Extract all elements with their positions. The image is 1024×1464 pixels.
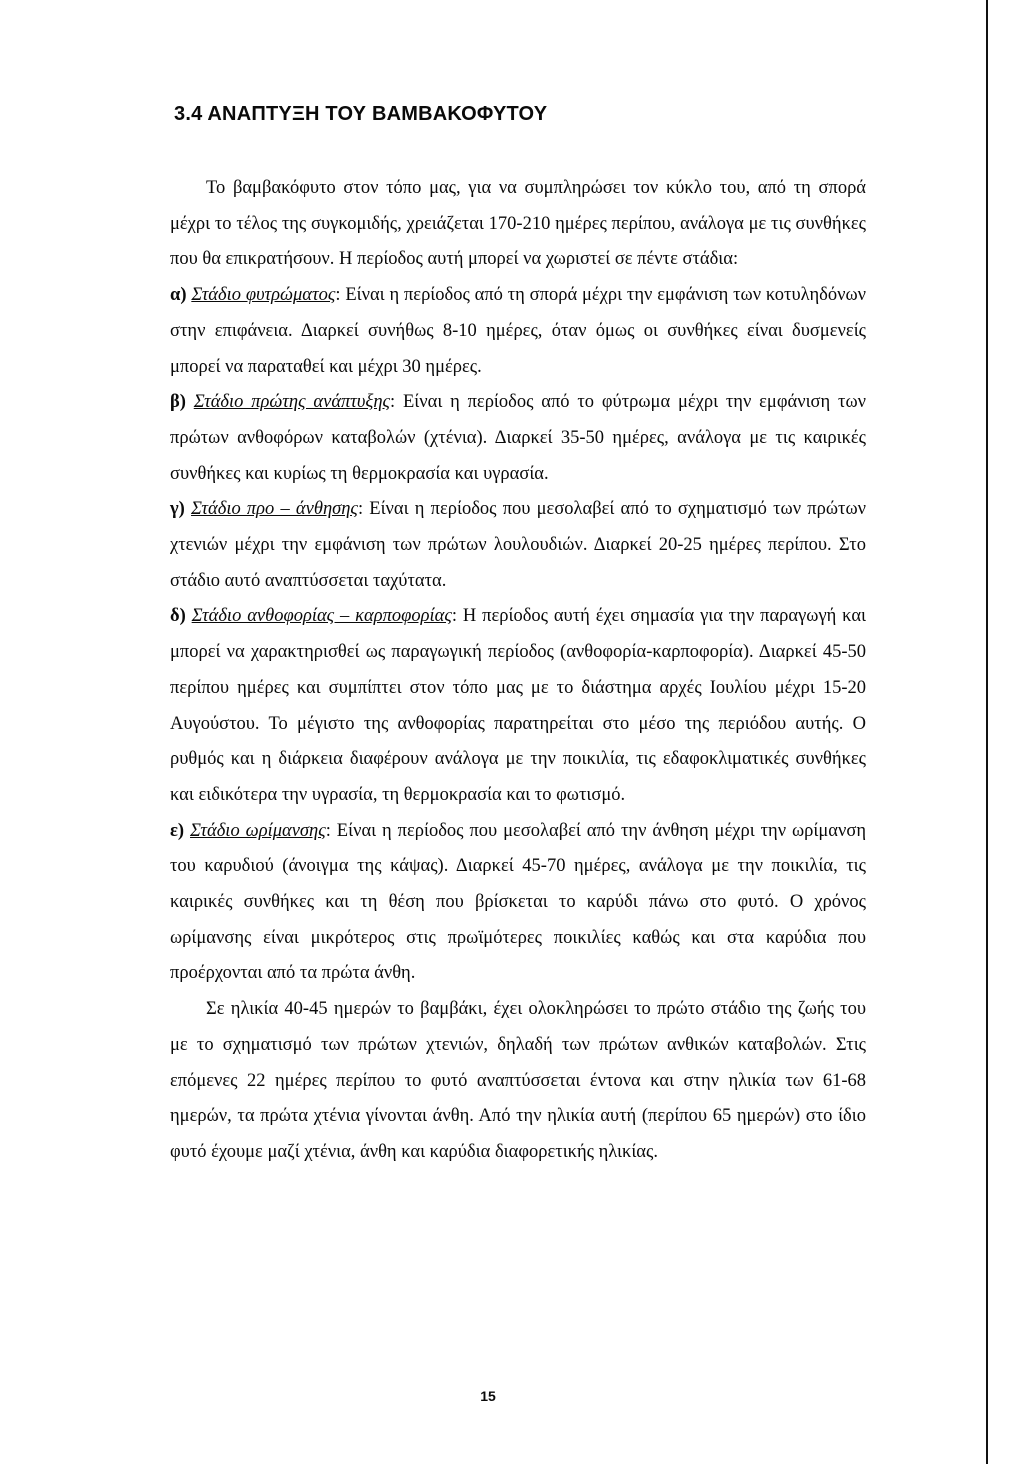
stage-paragraph-e (170, 814, 866, 993)
stage-text: : Είναι η περίοδος που μεσολαβεί από την άνθηση μέχρι την ωρίμανση του καρυδιού (άνοιγμα της κάψας). Διαρκεί 45-70 ημέρες, ανάλογα με την ποικιλία, τις καιρικές συνθήκες και τη θέση που βρίσκεται το καρύδι πάνω στο φυτό. Ο χρόνος ωρίμανσης είναι μικρότερος στις πρωϊμότερες ποικιλίες καθώς και στα καρύδια που προέρχονται από τα πρώτα άνθη. (170, 820, 867, 984)
stage-paragraph-a (170, 278, 866, 385)
stage-text: : Είναι η περίοδος που μεσολαβεί από το σχηματισμό των πρώτων χτενιών μέχρι την εμφάνιση των πρώτων λουλουδιών. Διαρκεί 20-25 ημέρες περίπου. Στο στάδιο αυτό αναπτύσσεται ταχύτατα. (170, 499, 867, 591)
stage-letter: ε) (170, 820, 185, 841)
stage-letter: δ) (170, 606, 186, 627)
stage-text: : Είναι η περίοδος από το φύτρωμα μέχρι την εμφάνιση των πρώτων ανθοφόρων καταβολών (χτένια). Διαρκεί 35-50 ημέρες, ανάλογα με τις καιρικές συνθήκες και κυρίως τη θερμοκρασία και υγρασία. (170, 392, 866, 484)
closing-paragraph: Σε ηλικία 40-45 ημερών το βαμβάκι, έχει ολοκληρώσει το πρώτο στάδιο της ζωής του με το σχηματισμό των πρώτων χτενιών, δηλαδή των πρώτων ανθικών καταβολών. Στις επόμενες 22 ημέρες περίπου το φυτό αναπτύσσεται έντονα και στην ηλικία των 61-68 ημερών, τα πρώτα χτένια γίνονται άνθη. Από την ηλικία αυτή (περίπου 65 ημερών) στο ίδιο φυτό έχουμε μαζί χτένια, άνθη και καρύδια διαφορετικής ηλικίας. (170, 999, 866, 1162)
stage-letter: γ) (170, 499, 185, 520)
section-heading: 3.4 ΑΝΑΠΤΥΞΗ ΤΟΥ ΒΑΜΒΑΚΟΦΥΤΟΥ (174, 103, 548, 125)
intro-paragraph: Το βαμβακόφυτο στον τόπο μας, για να συμπληρώσει τον κύκλο του, από τη σπορά μέχρι το τέλος της συγκομιδής, χρειάζεται 170-210 ημέρες περίπου, ανάλογα με τις συνθήκες που θα επικρατήσουν. Η περίοδος αυτή μπορεί να χωριστεί σε πέντε στάδια: (170, 178, 866, 270)
scan-edge-line (986, 0, 988, 1464)
stage-letter: α) (170, 285, 187, 306)
stage-name: Στάδιο ωρίμανσης (190, 820, 326, 841)
stage-letter: β) (170, 392, 186, 413)
stage-name: Στάδιο πρώτης ανάπτυξης (193, 392, 391, 413)
stage-text: : Η περίοδος αυτή έχει σημασία για την παραγωγή και μπορεί να χαρακτηρισθεί ως παραγωγική περίοδος (ανθοφορία-καρποφορία). Διαρκεί 45-50 περίπου ημέρες και συμπίπτει στον τόπο μας με το διάστημα αρχές Ιουλίου μέχρι 15-20 Αυγούστου. Το μέγιστο της ανθοφορίας παρατηρείται στο μέσο της περιόδου αυτής. Ο ρυθμός και η διάρκεια διαφέρουν ανάλογα με την ποικιλία, τις εδαφοκλιματικές συνθήκες και ειδικότερα την υγρασία, τη θερμοκρασία και το φωτισμό. (170, 606, 866, 805)
stage-name: Στάδιο φυτρώματος (191, 285, 336, 306)
stage-text: : Είναι η περίοδος από τη σπορά μέχρι την εμφάνιση των κοτυληδόνων στην επιφάνεια. Διαρκεί συνήθως 8-10 ημέρες, όταν όμως οι συνθήκες είναι δυσμενείς μπορεί να παραταθεί και μέχρι 30 ημέρες. (170, 285, 867, 377)
stage-paragraph-b (170, 385, 866, 492)
stage-paragraph-d (170, 599, 866, 813)
stage-paragraph-c (170, 492, 866, 599)
page-number: 15 (480, 1388, 496, 1404)
document-body (170, 171, 866, 1171)
stage-name: Στάδιο ανθοφορίας – καρποφορίας (191, 606, 452, 627)
stage-name: Στάδιο προ – άνθησης (191, 499, 358, 520)
